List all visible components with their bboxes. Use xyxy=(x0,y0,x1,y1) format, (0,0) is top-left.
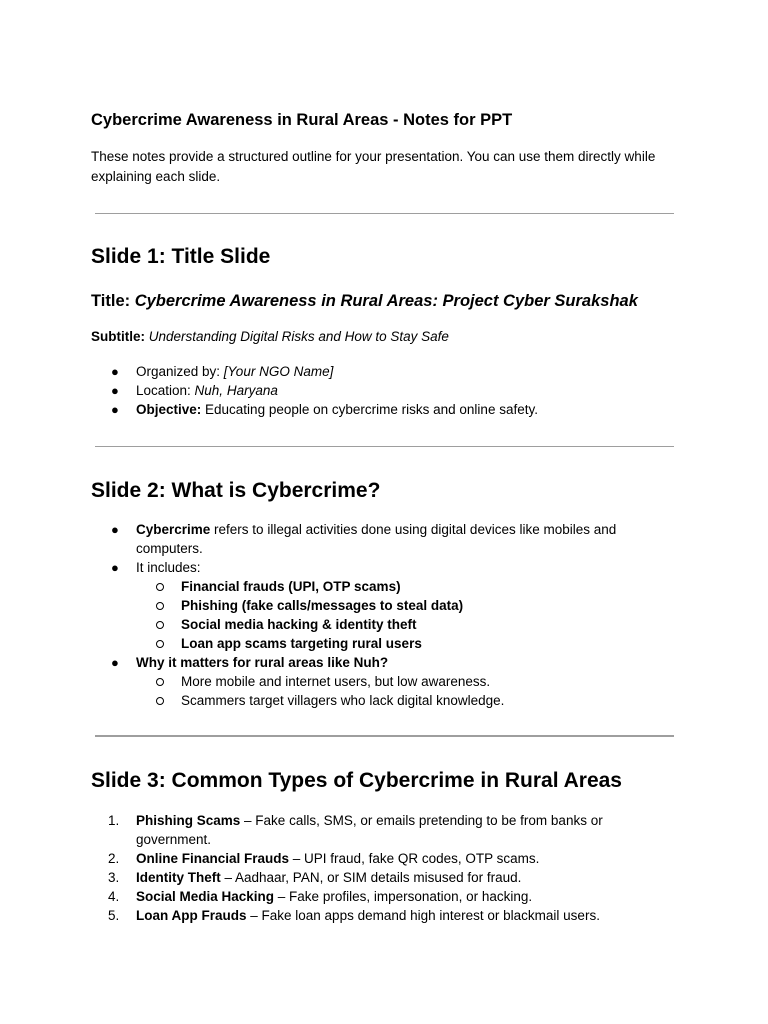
slide3-numbered-list xyxy=(91,811,678,925)
bullet-icon: ● xyxy=(111,364,119,379)
slide1-title-line xyxy=(91,290,678,312)
location-label: Location: xyxy=(136,383,195,398)
list-item xyxy=(91,381,678,400)
item-description: – Fake calls, SMS, or emails pretending to be from banks or government. xyxy=(136,813,603,847)
numbered-item xyxy=(91,906,678,925)
list-item xyxy=(91,362,678,381)
include-item: Loan app scams targeting rural users xyxy=(181,636,422,651)
organizer-value: [Your NGO Name] xyxy=(223,364,334,379)
objective-value: Educating people on cybercrime risks and online safety. xyxy=(201,402,538,417)
numbered-item xyxy=(91,868,678,887)
intro-paragraph: These notes provide a structured outline for your presentation. You can use them directly while explaining each slide. xyxy=(91,149,656,184)
includes-label: It includes: xyxy=(136,560,201,575)
slide1-title-label: Title: xyxy=(91,292,135,310)
slide1-heading: Slide 1: Title Slide xyxy=(91,245,271,268)
cybercrime-definition: refers to illegal activities done using digital devices like mobiles and computers. xyxy=(136,522,617,556)
reason-item: Scammers target villagers who lack digital knowledge. xyxy=(181,693,505,708)
slide1-list xyxy=(91,362,678,419)
objective-label: Objective: xyxy=(136,402,202,417)
item-title: Loan App Frauds xyxy=(136,908,247,923)
numbered-item xyxy=(91,811,678,849)
item-number: 2. xyxy=(108,851,120,866)
reason-item: More mobile and internet users, but low awareness. xyxy=(181,674,491,689)
include-item: Financial frauds (UPI, OTP scams) xyxy=(181,579,401,594)
bullet-icon: ● xyxy=(111,560,119,575)
circle-bullet-icon xyxy=(156,596,164,615)
include-item: Social media hacking & identity theft xyxy=(181,617,417,632)
item-title: Identity Theft xyxy=(136,870,221,885)
include-item: Phishing (fake calls/messages to steal data) xyxy=(181,598,464,613)
list-item xyxy=(91,520,678,558)
divider xyxy=(95,213,674,214)
bullet-icon: ● xyxy=(111,655,119,670)
why-matters-label: Why it matters for rural areas like Nuh? xyxy=(136,655,389,670)
circle-bullet-icon xyxy=(156,634,164,653)
list-item xyxy=(91,558,678,577)
document-title: Cybercrime Awareness in Rural Areas - Notes for PPT xyxy=(91,111,513,129)
circle-bullet-icon xyxy=(156,672,164,691)
slide2-heading: Slide 2: What is Cybercrime? xyxy=(91,479,381,502)
item-description: – Fake loan apps demand high interest or blackmail users. xyxy=(246,908,600,923)
slide2-list xyxy=(91,520,678,710)
sub-list-item xyxy=(91,672,678,691)
sub-list-item xyxy=(91,577,678,596)
item-description: – Aadhaar, PAN, or SIM details misused for fraud. xyxy=(220,870,522,885)
sub-list-item xyxy=(91,596,678,615)
item-description: – UPI fraud, fake QR codes, OTP scams. xyxy=(289,851,540,866)
bullet-icon: ● xyxy=(111,402,119,417)
bullet-icon: ● xyxy=(111,522,119,537)
slide3-heading: Slide 3: Common Types of Cybercrime in Rural Areas xyxy=(91,769,622,792)
slide1-title-text: Cybercrime Awareness in Rural Areas: Project Cyber Surakshak xyxy=(134,292,638,310)
item-number: 5. xyxy=(108,908,120,923)
slide1-subtitle-line xyxy=(91,327,678,347)
item-number: 1. xyxy=(108,813,120,828)
divider xyxy=(95,446,674,447)
item-number: 4. xyxy=(108,889,120,904)
circle-bullet-icon xyxy=(156,577,164,596)
sub-list-item xyxy=(91,615,678,634)
item-description: – Fake profiles, impersonation, or hacking. xyxy=(274,889,533,904)
slide1-subtitle-text: Understanding Digital Risks and How to Stay Safe xyxy=(148,329,449,344)
divider xyxy=(95,735,674,737)
sub-list-item xyxy=(91,634,678,653)
item-title: Phishing Scams xyxy=(136,813,241,828)
item-title: Online Financial Frauds xyxy=(136,851,290,866)
numbered-item xyxy=(91,849,678,868)
circle-bullet-icon xyxy=(156,691,164,710)
circle-bullet-icon xyxy=(156,615,164,634)
cybercrime-term: Cybercrime xyxy=(136,522,211,537)
list-item xyxy=(91,400,678,419)
organizer-label: Organized by: xyxy=(136,364,224,379)
location-value: Nuh, Haryana xyxy=(194,383,278,398)
item-number: 3. xyxy=(108,870,120,885)
list-item xyxy=(91,653,678,672)
slide1-subtitle-label: Subtitle: xyxy=(91,329,149,344)
numbered-item xyxy=(91,887,678,906)
bullet-icon: ● xyxy=(111,383,119,398)
item-title: Social Media Hacking xyxy=(136,889,275,904)
sub-list-item xyxy=(91,691,678,710)
